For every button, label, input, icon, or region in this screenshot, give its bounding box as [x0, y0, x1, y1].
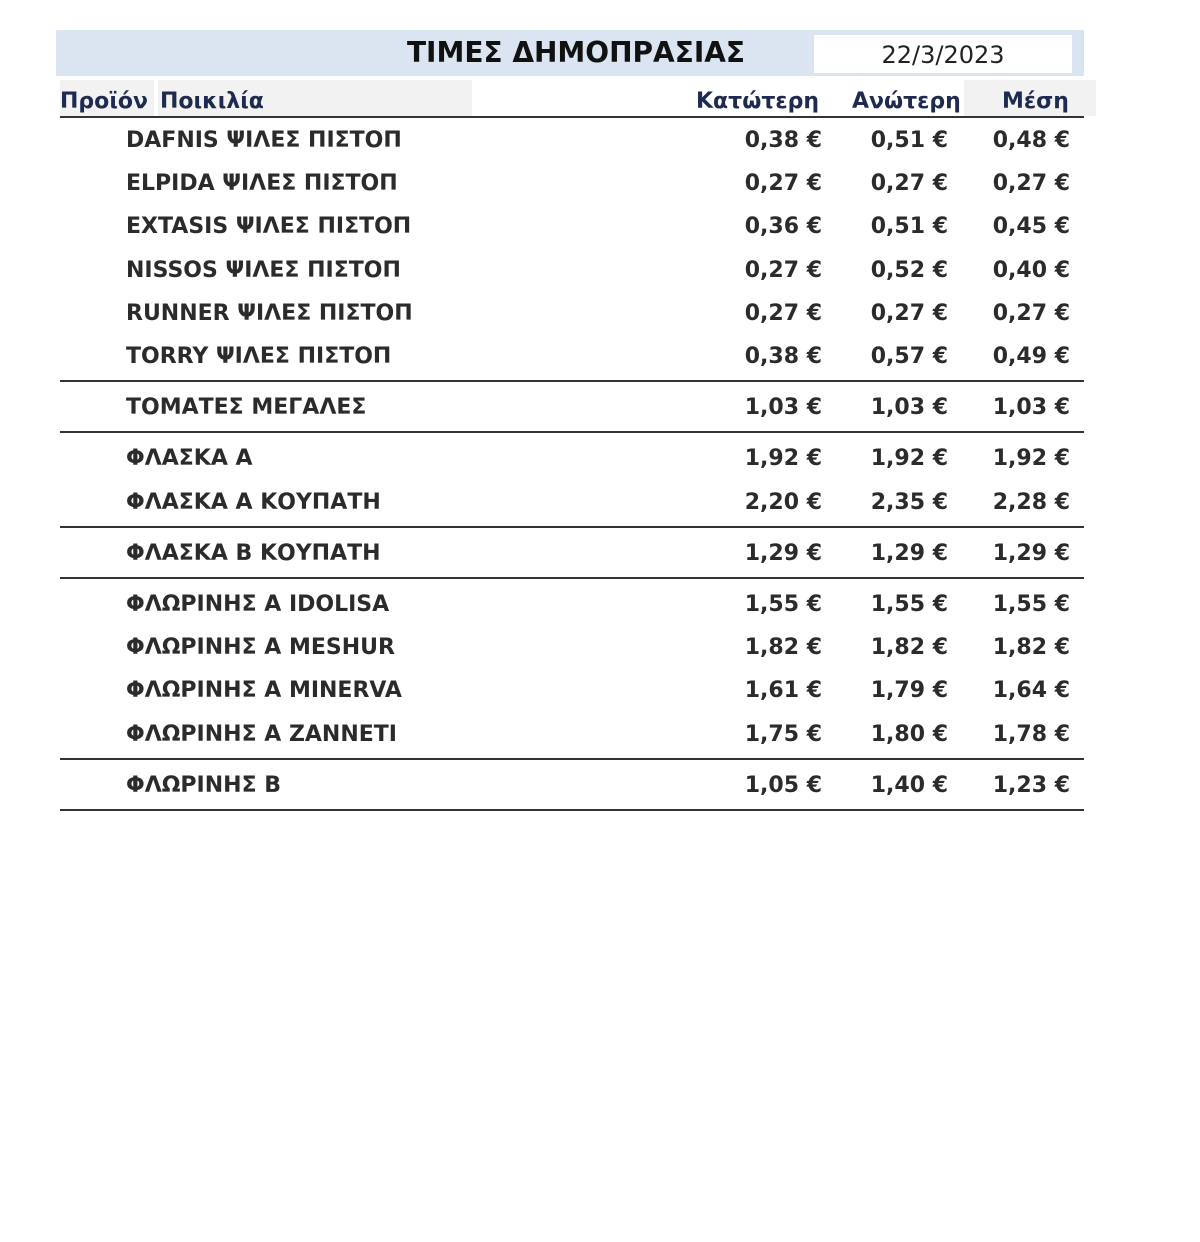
low-price-cell: 0,38 € [744, 128, 822, 153]
avg-price-cell: 1,92 € [992, 446, 1070, 472]
low-price-cell: 0,27 € [744, 257, 822, 283]
low-price-cell: 1,55 € [744, 592, 822, 617]
table-row [60, 438, 1084, 481]
high-price-cell: 1,79 € [870, 678, 948, 704]
high-price-cell: 1,29 € [870, 540, 948, 566]
header-underline [60, 116, 1084, 118]
variety-cell: ΦΛΑΣΚΑ Α [126, 446, 253, 472]
high-price-cell: 1,40 € [870, 772, 948, 798]
avg-price-cell: 0,27 € [992, 300, 1070, 326]
variety-cell: ΦΛΩΡΙΝΗΣ Β [126, 772, 282, 798]
page-title: ΤΙΜΕΣ ΔΗΜΟΠΡΑΣΙΑΣ [406, 36, 746, 69]
table-row [60, 336, 1084, 379]
avg-price-cell: 1,78 € [992, 721, 1070, 747]
column-header-variety: Ποικιλία [160, 89, 264, 114]
variety-cell: ΦΛΩΡΙΝΗΣ Α IDOLISA [126, 592, 390, 617]
high-price-cell: 0,27 € [870, 300, 948, 326]
low-price-cell: 1,92 € [744, 446, 822, 472]
table-row [60, 293, 1084, 336]
variety-cell: ΦΛΑΣΚΑ Β ΚΟΥΠΑΤΗ [126, 540, 381, 566]
high-price-cell: 1,03 € [870, 395, 948, 421]
low-price-cell: 0,36 € [744, 214, 822, 240]
avg-price-cell: 1,82 € [992, 635, 1070, 661]
column-header-low: Κατώτερη [696, 89, 820, 114]
avg-price-cell: 1,23 € [992, 772, 1070, 798]
table-row [60, 482, 1084, 525]
variety-cell: ΦΛΩΡΙΝΗΣ Α ZANNETI [126, 721, 397, 747]
low-price-cell: 1,03 € [744, 395, 822, 421]
column-header-product: Προϊόν [60, 89, 148, 114]
avg-price-cell: 1,64 € [992, 678, 1070, 704]
table-row [60, 163, 1084, 206]
group-separator [60, 380, 1084, 382]
variety-cell: EXTASIS ΨΙΛΕΣ ΠΙΣΤΟΠ [126, 214, 412, 240]
avg-price-cell: 2,28 € [992, 489, 1070, 515]
high-price-cell: 0,27 € [870, 171, 948, 197]
avg-price-cell: 1,03 € [992, 395, 1070, 421]
high-price-cell: 1,80 € [870, 721, 948, 747]
variety-cell: ΦΛΩΡΙΝΗΣ Α MINERVA [126, 678, 402, 704]
avg-price-cell: 1,29 € [992, 540, 1070, 566]
high-price-cell: 2,35 € [870, 489, 948, 515]
table-row [60, 533, 1084, 576]
column-header-high: Ανώτερη [852, 89, 961, 114]
group-separator [60, 526, 1084, 528]
variety-cell: ΤΟΜΑΤΕΣ ΜΕΓΑΛΕΣ [126, 395, 367, 421]
low-price-cell: 1,75 € [744, 721, 822, 747]
high-price-cell: 1,55 € [870, 592, 948, 617]
variety-cell: DAFNIS ΨΙΛΕΣ ΠΙΣΤΟΠ [126, 128, 402, 153]
column-header-avg: Μέση [1002, 89, 1069, 114]
low-price-cell: 2,20 € [744, 489, 822, 515]
date-cell: 22/3/2023 [814, 35, 1072, 73]
table-row [60, 206, 1084, 249]
variety-cell: TORRY ΨΙΛΕΣ ΠΙΣΤΟΠ [126, 344, 392, 369]
group-separator [60, 809, 1084, 811]
avg-price-cell: 0,27 € [992, 171, 1070, 197]
low-price-cell: 0,38 € [744, 344, 822, 369]
group-separator [60, 577, 1084, 579]
table-row [60, 670, 1084, 713]
avg-price-cell: 0,49 € [992, 344, 1070, 369]
group-separator [60, 431, 1084, 433]
high-price-cell: 0,51 € [870, 128, 948, 153]
table-row [60, 120, 1084, 163]
table-row [60, 627, 1084, 670]
table-row [60, 250, 1084, 293]
low-price-cell: 1,29 € [744, 540, 822, 566]
low-price-cell: 1,82 € [744, 635, 822, 661]
high-price-cell: 1,82 € [870, 635, 948, 661]
low-price-cell: 0,27 € [744, 300, 822, 326]
avg-price-cell: 0,48 € [992, 128, 1070, 153]
variety-cell: ΦΛΩΡΙΝΗΣ Α MESHUR [126, 635, 395, 661]
variety-cell: ELPIDA ΨΙΛΕΣ ΠΙΣΤΟΠ [126, 171, 398, 197]
avg-price-cell: 0,45 € [992, 214, 1070, 240]
high-price-cell: 0,51 € [870, 214, 948, 240]
variety-cell: NISSOS ΨΙΛΕΣ ΠΙΣΤΟΠ [126, 257, 401, 283]
title-bar [56, 30, 1084, 76]
low-price-cell: 0,27 € [744, 171, 822, 197]
low-price-cell: 1,61 € [744, 678, 822, 704]
column-header-row [60, 78, 1096, 118]
high-price-cell: 0,52 € [870, 257, 948, 283]
variety-cell: ΦΛΑΣΚΑ Α ΚΟΥΠΑΤΗ [126, 489, 381, 515]
high-price-cell: 1,92 € [870, 446, 948, 472]
avg-price-cell: 0,40 € [992, 257, 1070, 283]
variety-cell: RUNNER ΨΙΛΕΣ ΠΙΣΤΟΠ [126, 300, 413, 326]
table-row [60, 765, 1084, 808]
table-row [60, 714, 1084, 757]
table-row [60, 387, 1084, 430]
table-row [60, 584, 1084, 627]
avg-price-cell: 1,55 € [992, 592, 1070, 617]
high-price-cell: 0,57 € [870, 344, 948, 369]
group-separator [60, 758, 1084, 760]
low-price-cell: 1,05 € [744, 772, 822, 798]
